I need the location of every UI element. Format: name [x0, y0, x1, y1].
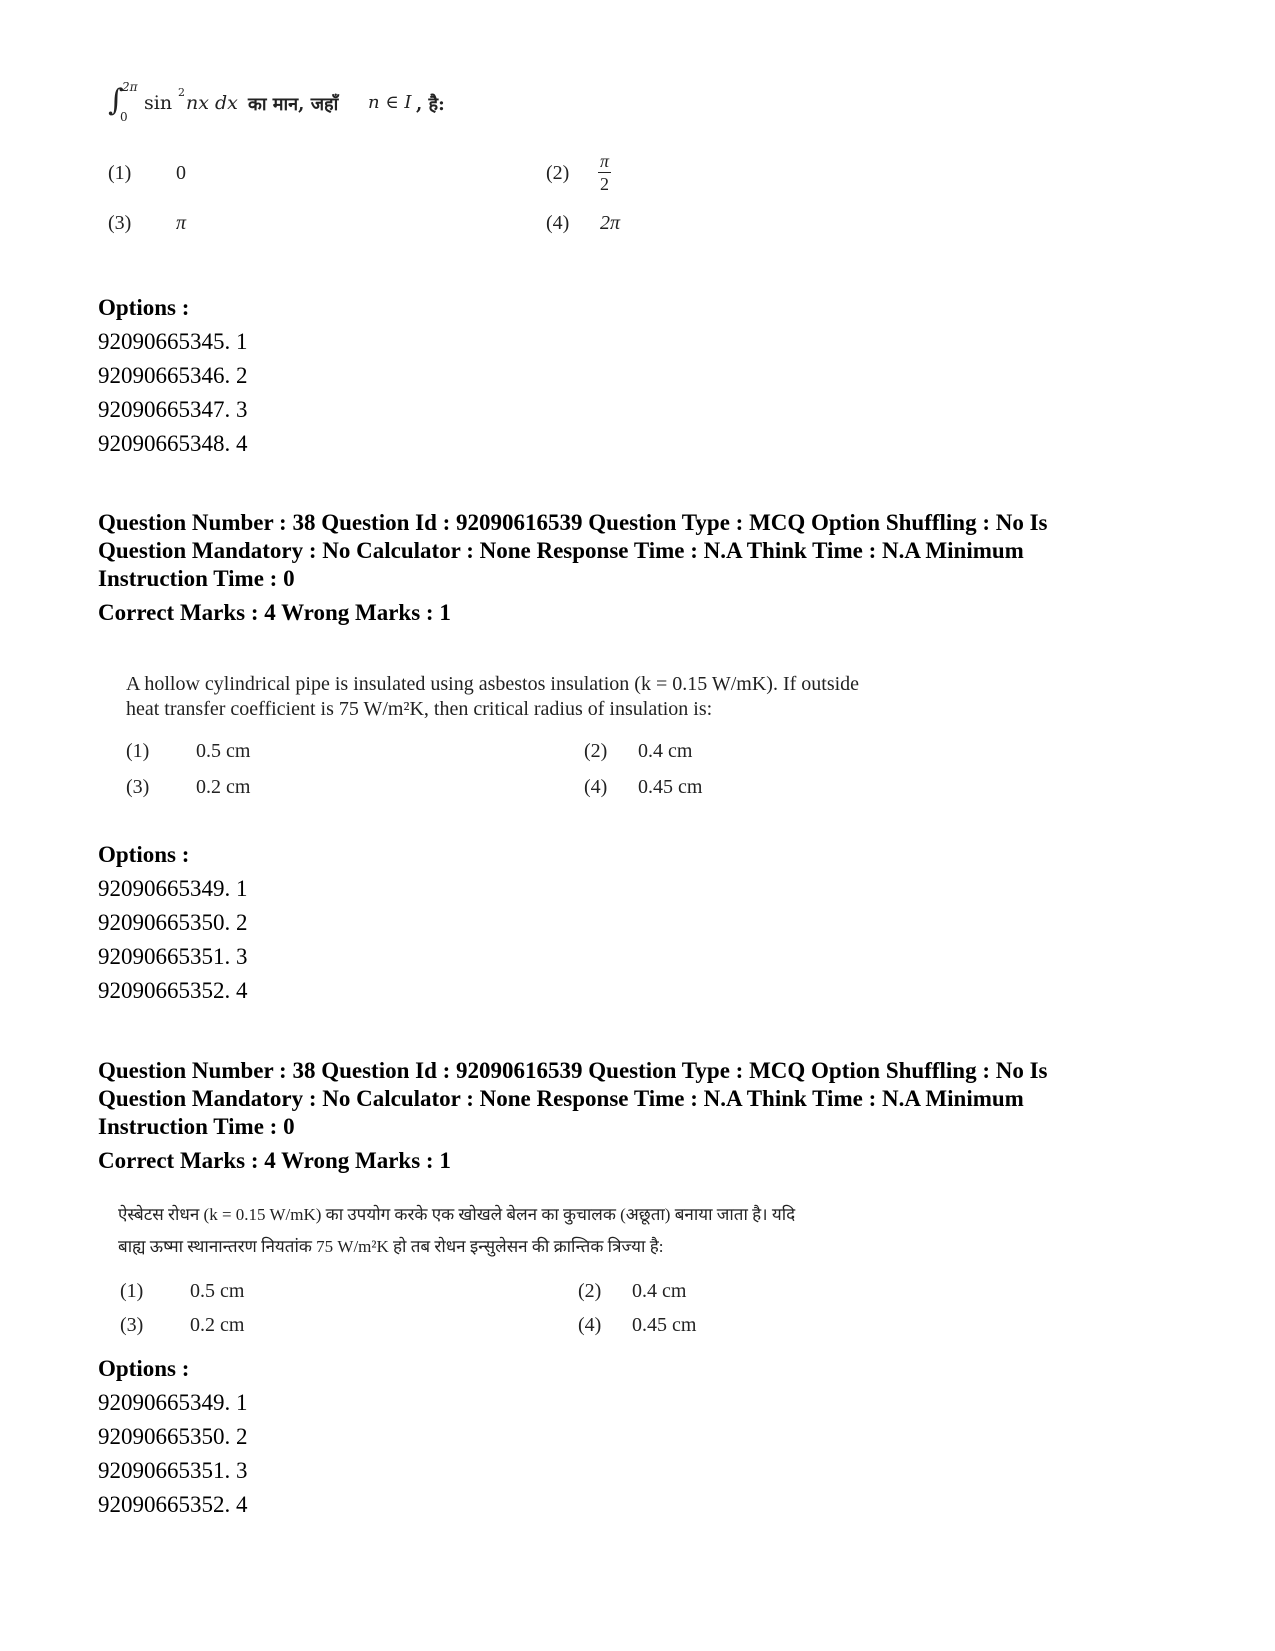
q37-choices	[108, 150, 668, 250]
q37-hindi-text-1: का मान, जहाँ	[248, 94, 339, 115]
q38-hi-header-line-2: Question Mandatory : No Calculator : None Response Time : N.A Think Time : N.A Minimum	[98, 1086, 1024, 1111]
q38-hi-question-line-1: ऐस्बेटस रोधन (k = 0.15 W/mK) का उपयोग करके एक खोखले बेलन का कुचालक (अछूता) बनाया जाता है। यदि	[118, 1205, 796, 1224]
q38-en-options-label: Options :	[98, 842, 190, 867]
q37-hindi-text-2: , है:	[416, 94, 445, 115]
choice-value: 0.5 cm	[196, 740, 251, 762]
choice-number: (3)	[126, 776, 150, 798]
choice-value: 0.5 cm	[190, 1280, 245, 1302]
choice-number: (2)	[546, 162, 570, 184]
choice-number: (1)	[120, 1280, 144, 1302]
q38-en-option-3: 92090665351. 3	[98, 944, 248, 969]
choice-value: 2π	[600, 212, 621, 234]
q38-en-header-line-3: Instruction Time : 0	[98, 566, 295, 591]
choice-number: (4)	[584, 776, 608, 798]
q38-hi-option-3: 92090665351. 3	[98, 1458, 248, 1483]
integrand-sin: sin	[144, 92, 173, 114]
q38-en-option-4: 92090665352. 4	[98, 978, 248, 1003]
q38-hi-option-2: 92090665350. 2	[98, 1424, 248, 1449]
q38-en-question-line-2: heat transfer coefficient is 75 W/m²K, then critical radius of insulation is:	[126, 698, 713, 720]
q38-en-option-2: 92090665350. 2	[98, 910, 248, 935]
integral-upper-limit: 2π	[122, 80, 138, 94]
choice-number: (4)	[578, 1314, 602, 1336]
q37-option-4: 92090665348. 4	[98, 431, 248, 456]
q37-option-3: 92090665347. 3	[98, 397, 248, 422]
q38-en-question-line-1: A hollow cylindrical pipe is insulated using asbestos insulation (k = 0.15 W/mK). If outside	[126, 673, 860, 695]
choice-value: 0	[176, 162, 186, 184]
integrand-power: 2	[178, 86, 185, 99]
q38-hi-header-line-1: Question Number : 38 Question Id : 92090616539 Question Type : MCQ Option Shuffling : No Is	[98, 1058, 1048, 1083]
q38-en-marks: Correct Marks : 4 Wrong Marks : 1	[98, 600, 451, 625]
choice-value: 0.4 cm	[632, 1280, 687, 1302]
q38-en-choices	[126, 740, 726, 810]
choice-number: (1)	[126, 740, 150, 762]
integral-sign: ∫	[108, 83, 124, 118]
q37-option-1: 92090665345. 1	[98, 329, 248, 354]
integral-lower-limit: 0	[120, 110, 128, 124]
choice-number: (1)	[108, 162, 132, 184]
choice-number: (2)	[578, 1280, 602, 1302]
choice-value: 0.2 cm	[190, 1314, 245, 1336]
q38-en-header-line-1: Question Number : 38 Question Id : 92090616539 Question Type : MCQ Option Shuffling : No Is	[98, 510, 1048, 535]
q38-hi-marks: Correct Marks : 4 Wrong Marks : 1	[98, 1148, 451, 1173]
choice-number: (3)	[108, 212, 132, 234]
fraction-numerator: π	[600, 151, 610, 171]
choice-value: 0.2 cm	[196, 776, 251, 798]
choice-value: 0.45 cm	[632, 1314, 697, 1336]
choice-fraction	[598, 150, 611, 195]
q38-hi-option-4: 92090665352. 4	[98, 1492, 248, 1517]
q38-hi-option-1: 92090665349. 1	[98, 1390, 248, 1415]
q38-hi-question-line-2: बाह्य ऊष्मा स्थानान्तरण नियतांक 75 W/m²K हो तब रोधन इन्सुलेसन की क्रान्तिक त्रिज्या है:	[118, 1237, 664, 1256]
q38-hi-header-line-3: Instruction Time : 0	[98, 1114, 295, 1139]
choice-value: 0.4 cm	[638, 740, 693, 762]
q37-option-2: 92090665346. 2	[98, 363, 248, 388]
q38-hi-choices	[120, 1280, 720, 1350]
q37-options-label: Options :	[98, 295, 190, 320]
choice-number: (4)	[546, 212, 570, 234]
q38-en-header-line-2: Question Mandatory : No Calculator : None Response Time : N.A Think Time : N.A Minimum	[98, 538, 1024, 563]
choice-number: (2)	[584, 740, 608, 762]
choice-number: (3)	[120, 1314, 144, 1336]
fraction-denominator: 2	[600, 174, 610, 194]
q38-hi-options-label: Options :	[98, 1356, 190, 1381]
q37-question	[108, 80, 568, 126]
choice-value: 0.45 cm	[638, 776, 703, 798]
q38-en-option-1: 92090665349. 1	[98, 876, 248, 901]
q37-variable: n ∈ I	[368, 92, 412, 113]
choice-value: π	[176, 212, 187, 234]
integrand-body: nx dx	[186, 92, 238, 114]
